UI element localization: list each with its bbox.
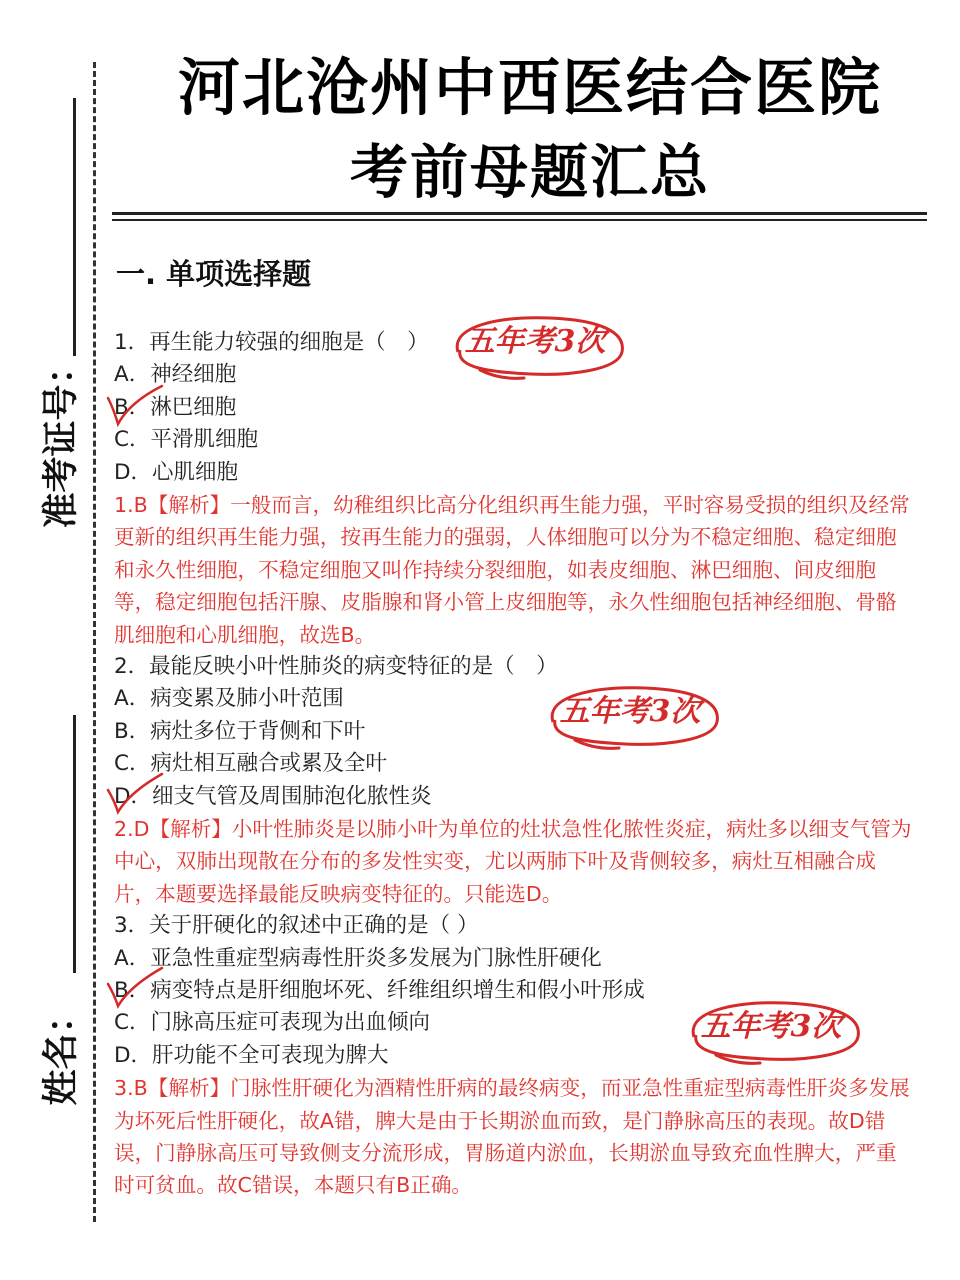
title-rule-top: [112, 212, 927, 215]
option-d: D．肝功能不全可表现为脾大: [114, 1042, 389, 1068]
question-list: [114, 327, 914, 1202]
frequency-stamp: [535, 682, 725, 754]
question-2: [114, 651, 914, 910]
option-a: A．神经细胞: [114, 362, 237, 388]
answer-explanation: 2.D【解析】小叶性肺炎是以肺小叶为单位的灶状急性化脓性炎症，病灶多以细支气管为中心，双肺出现散在分布的多发性实变，尤以两肺下叶及背侧较多，病灶互相融合成片，本题要选择最能反映病变特征的。只能选D。: [114, 816, 912, 906]
frequency-stamp: [676, 997, 866, 1069]
stamp-text: 五年考3次: [464, 324, 606, 359]
option-a: A．病变累及肺小叶范围: [114, 686, 344, 712]
check-mark-icon: [100, 962, 170, 1012]
check-mark-icon: [100, 768, 170, 818]
cut-line: [93, 62, 96, 1222]
option-b: B．病灶多位于背侧和下叶: [114, 718, 366, 744]
question-stem: 2．最能反映小叶性肺炎的病变特征的是（ ）: [114, 653, 558, 679]
option-b: B．淋巴细胞: [114, 394, 237, 420]
option-c: C．病灶相互融合或累及全叶: [114, 751, 388, 777]
option-d: D．心肌细胞: [114, 459, 239, 485]
option-d: D．细支气管及周围肺泡化脓性炎: [114, 783, 432, 809]
option-c: C．平滑肌细胞: [114, 427, 259, 453]
binding-margin: [0, 0, 110, 1280]
check-mark-icon: [100, 380, 170, 430]
answer-explanation: 1.B【解析】一般而言，幼稚组织比高分化组织再生能力强，平时容易受损的组织及经常更新的组织再生能力强，按再生能力的强弱，人体细胞可以分为不稳定细胞、稳定细胞和永久性细胞，不稳定细胞又叫作持续分裂细胞，如表皮细胞、淋巴细胞、间皮细胞等，稳定细胞包括汗腺、皮脂腺和肾小管上皮细胞等，永久性细胞包括神经细胞、骨骼肌细胞和心肌细胞，故选B。: [114, 492, 910, 647]
exam-id-label: 准考证号：: [40, 348, 82, 529]
section-title: 一. 单项选择题: [116, 257, 312, 291]
option-c: C．门脉高压症可表现为出血倾向: [114, 1010, 431, 1036]
name-label: 姓名：: [40, 997, 82, 1106]
exam-id-underline: [73, 98, 76, 356]
frequency-stamp: [440, 312, 630, 384]
option-a: A．亚急性重症型病毒性肝炎多发展为门脉性肝硬化: [114, 945, 602, 971]
page-title: 河北沧州中西医结合医院: [177, 51, 882, 124]
title-rule-bottom: [112, 219, 927, 221]
stamp-text: 五年考3次: [700, 1009, 842, 1044]
question-stem: 3．关于肝硬化的叙述中正确的是（ ）: [114, 913, 479, 939]
option-b: B．病变特点是肝细胞坏死、纤维组织增生和假小叶形成: [114, 977, 645, 1003]
question-stem: 1．再生能力较强的细胞是（ ）: [114, 330, 429, 355]
name-underline: [73, 715, 76, 973]
stamp-text: 五年考3次: [559, 694, 701, 729]
page-subtitle: 考前母题汇总: [349, 138, 710, 206]
answer-explanation: 3.B【解析】门脉性肝硬化为酒精性肝病的最终病变，而亚急性重症型病毒性肝炎多发展为坏死后性肝硬化，故A错，脾大是由于长期淤血而致，是门静脉高压的表现。故D错误，门静脉高压可导致侧支分流形成，胃肠道内淤血，长期淤血导致充血性脾大，严重时可贫血。故C错误，本题只有B正确。: [114, 1076, 910, 1198]
